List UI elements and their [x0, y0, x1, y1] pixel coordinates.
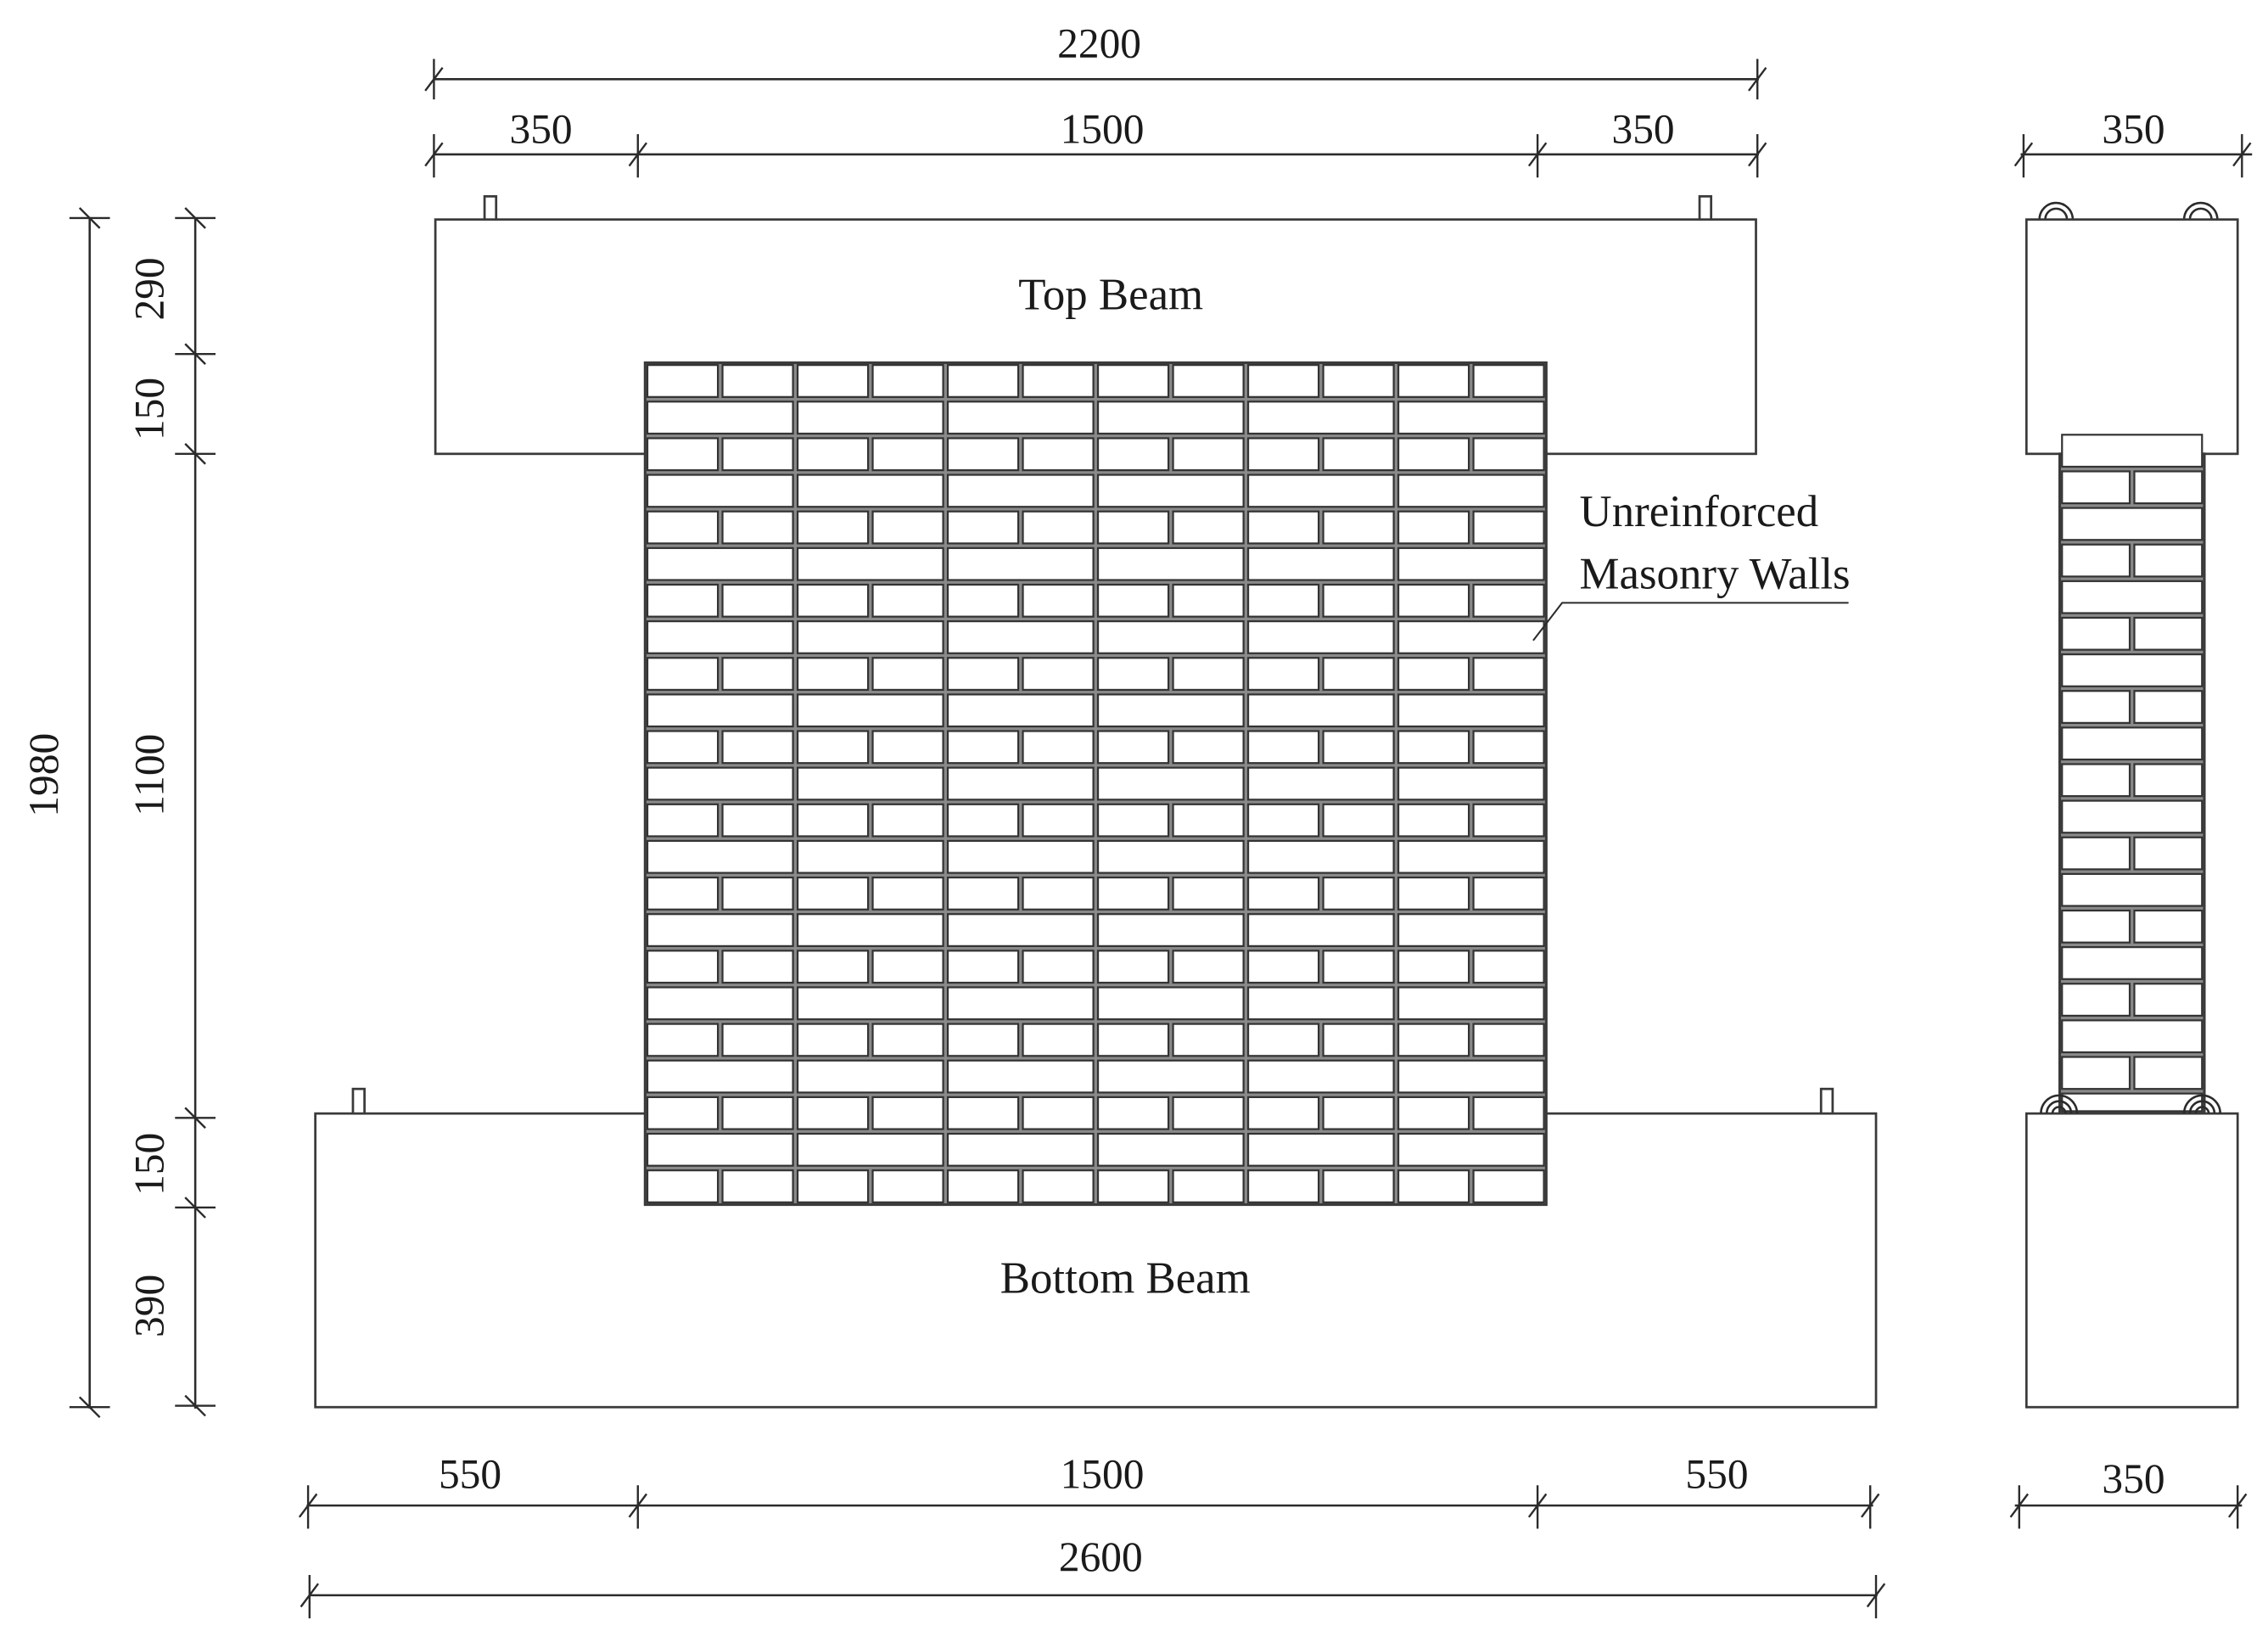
- brick: [1098, 621, 1244, 653]
- brick: [948, 585, 1018, 617]
- brick: [723, 512, 793, 544]
- brick: [1398, 585, 1469, 617]
- brick: [1098, 768, 1244, 800]
- brick: [1023, 731, 1094, 764]
- brick: [1248, 1097, 1319, 1129]
- brick: [2062, 618, 2130, 650]
- brick: [1023, 1024, 1094, 1057]
- side-view: [2011, 105, 2253, 1528]
- brick: [647, 621, 793, 653]
- brick: [1324, 804, 1394, 837]
- brick: [1098, 841, 1244, 873]
- brick: [1398, 1134, 1544, 1166]
- brick: [2062, 434, 2202, 467]
- brick: [798, 512, 868, 544]
- brick: [1023, 438, 1094, 470]
- brick: [1248, 841, 1394, 873]
- brick: [2062, 764, 2130, 796]
- brick: [1098, 365, 1168, 397]
- dim-290-label: 290: [126, 257, 173, 321]
- brick: [2134, 618, 2202, 650]
- brick: [647, 1170, 718, 1202]
- brick: [2062, 727, 2202, 759]
- brick: [2062, 691, 2130, 723]
- brick: [1098, 1134, 1244, 1166]
- lifting-hooks-top: [2040, 203, 2218, 220]
- brick: [647, 1097, 718, 1129]
- brick: [798, 1097, 868, 1129]
- brick: [798, 621, 944, 653]
- brick: [1098, 548, 1244, 580]
- brick: [2134, 764, 2202, 796]
- anchor-lug-right: [1821, 1089, 1833, 1113]
- brick: [2062, 654, 2202, 687]
- brick: [1474, 512, 1544, 544]
- brick: [1398, 1097, 1469, 1129]
- brick: [1248, 694, 1394, 726]
- brick: [1173, 1170, 1244, 1202]
- brick: [873, 804, 944, 837]
- brick: [723, 804, 793, 837]
- brick: [1398, 694, 1544, 726]
- brick: [948, 694, 1094, 726]
- dim-top-right-label: 350: [1611, 105, 1675, 153]
- brick: [798, 365, 868, 397]
- top-beam-label: Top Beam: [1018, 270, 1204, 320]
- brick: [1398, 804, 1469, 837]
- brick: [1023, 658, 1094, 690]
- brick: [2134, 1057, 2202, 1090]
- brick: [873, 877, 944, 910]
- brick: [2062, 471, 2130, 503]
- dim-bottom-right-label: 550: [1685, 1450, 1749, 1498]
- brick: [647, 987, 793, 1019]
- bottom-beam-label: Bottom Beam: [1000, 1253, 1251, 1303]
- brick: [798, 585, 868, 617]
- brick: [1248, 987, 1394, 1019]
- brick: [1324, 658, 1394, 690]
- brick: [647, 658, 718, 690]
- brick: [1324, 1170, 1394, 1202]
- brick: [1248, 804, 1319, 837]
- brick: [1098, 694, 1244, 726]
- brick: [723, 585, 793, 617]
- brick: [723, 658, 793, 690]
- brick: [948, 768, 1094, 800]
- brick: [1098, 585, 1168, 617]
- brick: [647, 1024, 718, 1057]
- brick: [798, 768, 944, 800]
- brick: [798, 1024, 868, 1057]
- brick: [647, 365, 718, 397]
- brick: [1398, 1061, 1544, 1093]
- brick: [948, 512, 1018, 544]
- brick: [1248, 1024, 1319, 1057]
- brick: [1474, 365, 1544, 397]
- brick: [1023, 950, 1094, 983]
- brick: [2134, 838, 2202, 870]
- brick: [1474, 658, 1544, 690]
- brick: [1398, 877, 1469, 910]
- brick: [1173, 658, 1244, 690]
- brick: [1173, 365, 1244, 397]
- brick: [948, 1097, 1018, 1129]
- brick: [647, 877, 718, 910]
- brick: [1474, 1170, 1544, 1202]
- brick: [2062, 508, 2202, 541]
- dim-1980-label: 1980: [20, 732, 68, 817]
- brick: [1098, 950, 1168, 983]
- brick: [948, 877, 1018, 910]
- brick: [798, 548, 944, 580]
- brick: [647, 694, 793, 726]
- dim-2200-label: 2200: [1057, 20, 1142, 67]
- brick: [798, 987, 944, 1019]
- brick: [1173, 1024, 1244, 1057]
- brick: [1098, 475, 1244, 507]
- brick: [2062, 947, 2202, 979]
- brick: [1023, 585, 1094, 617]
- brick: [647, 1061, 793, 1093]
- brick: [948, 1170, 1018, 1202]
- brick: [948, 731, 1018, 764]
- brick: [1398, 548, 1544, 580]
- brick: [798, 658, 868, 690]
- brick: [2062, 984, 2130, 1016]
- brick: [873, 950, 944, 983]
- brick: [1324, 950, 1394, 983]
- brick: [647, 841, 793, 873]
- brick: [1098, 1097, 1168, 1129]
- brick: [873, 438, 944, 470]
- brick: [1398, 1024, 1469, 1057]
- brick: [2062, 581, 2202, 614]
- brick: [798, 731, 868, 764]
- bottom-segment-dimensions: [300, 1451, 1879, 1529]
- brick: [2062, 801, 2202, 833]
- brick: [1398, 475, 1544, 507]
- brick: [2062, 1094, 2202, 1112]
- dim-150-top-label: 150: [126, 377, 173, 441]
- brick: [1248, 950, 1319, 983]
- brick: [1398, 950, 1469, 983]
- brick: [2062, 874, 2202, 906]
- brick: [647, 548, 793, 580]
- brick: [948, 548, 1094, 580]
- brick: [798, 438, 868, 470]
- brick: [647, 475, 793, 507]
- brick: [948, 1134, 1094, 1166]
- brick: [2134, 984, 2202, 1016]
- brick: [798, 1134, 944, 1166]
- brick: [647, 731, 718, 764]
- brick: [1248, 877, 1319, 910]
- brick: [723, 1170, 793, 1202]
- brick: [1398, 621, 1544, 653]
- brick: [723, 950, 793, 983]
- brick: [1248, 658, 1319, 690]
- brick: [1398, 1170, 1469, 1202]
- brick: [1474, 585, 1544, 617]
- brick: [948, 438, 1018, 470]
- brick: [948, 950, 1018, 983]
- brick: [1098, 987, 1244, 1019]
- brick: [723, 365, 793, 397]
- dim-side-bottom-label: 350: [2102, 1454, 2165, 1502]
- brick: [1173, 950, 1244, 983]
- brick: [798, 841, 944, 873]
- brick: [647, 438, 718, 470]
- dim-bottom-middle-label: 1500: [1060, 1450, 1145, 1498]
- brick: [1098, 512, 1168, 544]
- brick: [1398, 658, 1469, 690]
- brick: [2062, 911, 2130, 943]
- brick: [948, 804, 1018, 837]
- brick: [1248, 1134, 1394, 1166]
- dim-top-left-label: 350: [509, 105, 573, 153]
- brick: [723, 731, 793, 764]
- brick: [798, 694, 944, 726]
- brick: [1098, 914, 1244, 946]
- brick: [1023, 365, 1094, 397]
- brick: [647, 512, 718, 544]
- brick: [1173, 512, 1244, 544]
- brick: [2062, 1057, 2130, 1090]
- brick: [1023, 877, 1094, 910]
- brick: [798, 804, 868, 837]
- brick: [1098, 877, 1168, 910]
- brick: [1324, 1024, 1394, 1057]
- dim-side-top-label: 350: [2102, 105, 2165, 153]
- brick: [1023, 1097, 1094, 1129]
- brick: [948, 621, 1094, 653]
- brick: [1023, 512, 1094, 544]
- brick: [873, 1170, 944, 1202]
- lifting-lug-left: [484, 196, 496, 219]
- brick: [948, 1024, 1018, 1057]
- brick: [1324, 365, 1394, 397]
- wall-label-line1: Unreinforced: [1579, 487, 1819, 537]
- brick: [647, 804, 718, 837]
- brick: [1098, 658, 1168, 690]
- brick: [1398, 914, 1544, 946]
- brick: [647, 1134, 793, 1166]
- brick: [1324, 438, 1394, 470]
- brick: [1248, 731, 1319, 764]
- brick: [1248, 1061, 1394, 1093]
- brick: [647, 950, 718, 983]
- brick: [873, 585, 944, 617]
- brick: [873, 658, 944, 690]
- brick: [1098, 1170, 1168, 1202]
- brick: [1098, 438, 1168, 470]
- brick: [2062, 1020, 2202, 1052]
- brick: [1173, 877, 1244, 910]
- brick: [723, 1097, 793, 1129]
- brick: [1098, 1024, 1168, 1057]
- lifting-lug-right: [1700, 196, 1711, 219]
- brick: [1173, 585, 1244, 617]
- brick: [1474, 877, 1544, 910]
- anchor-lug-left: [353, 1089, 365, 1113]
- brick: [798, 914, 944, 946]
- brick: [1324, 585, 1394, 617]
- brick: [798, 1170, 868, 1202]
- dim-bottom-left-label: 550: [438, 1450, 502, 1498]
- brick: [798, 950, 868, 983]
- brick: [1248, 585, 1319, 617]
- dim-2600-label: 2600: [1058, 1533, 1143, 1580]
- brick: [1023, 1170, 1094, 1202]
- brick: [723, 1024, 793, 1057]
- brick: [1474, 804, 1544, 837]
- left-segment-dimensions: [126, 208, 216, 1415]
- top-segment-dimensions: [425, 105, 1766, 177]
- brick: [2134, 691, 2202, 723]
- brick: [873, 731, 944, 764]
- brick: [873, 1097, 944, 1129]
- brick: [1173, 731, 1244, 764]
- brick: [1173, 1097, 1244, 1129]
- brick: [873, 512, 944, 544]
- brick: [2134, 911, 2202, 943]
- brick: [1398, 841, 1544, 873]
- bottom-overall-dimension: [301, 1533, 1885, 1618]
- side-bottom-beam: [2026, 1113, 2237, 1407]
- brick: [1248, 401, 1394, 434]
- brick: [1474, 1097, 1544, 1129]
- brick: [948, 401, 1094, 434]
- brick: [948, 841, 1094, 873]
- brick: [2062, 838, 2130, 870]
- brick: [948, 914, 1094, 946]
- brick: [1324, 1097, 1394, 1129]
- brick: [647, 768, 793, 800]
- brick: [647, 585, 718, 617]
- brick: [1248, 512, 1319, 544]
- brick: [1248, 548, 1394, 580]
- brick: [798, 475, 944, 507]
- brick: [1023, 804, 1094, 837]
- brick: [948, 1061, 1094, 1093]
- brick: [1248, 438, 1319, 470]
- brick: [1474, 1024, 1544, 1057]
- brick: [1173, 804, 1244, 837]
- brick: [1248, 621, 1394, 653]
- brick: [1398, 731, 1469, 764]
- brick: [798, 877, 868, 910]
- brick: [1173, 438, 1244, 470]
- brick: [948, 987, 1094, 1019]
- brick: [1248, 768, 1394, 800]
- brick: [1098, 401, 1244, 434]
- side-bottom-dimension: [2011, 1455, 2247, 1529]
- left-total-dimension: [20, 208, 109, 1417]
- brick: [1474, 731, 1544, 764]
- brick: [798, 1061, 944, 1093]
- wall-label-line2: Masonry Walls: [1579, 549, 1851, 599]
- brick: [1248, 1170, 1319, 1202]
- side-top-beam: [2026, 220, 2237, 454]
- brick: [1398, 987, 1544, 1019]
- dim-1100-label: 1100: [126, 733, 173, 816]
- brick: [1398, 768, 1544, 800]
- brick: [1248, 914, 1394, 946]
- brick: [1324, 731, 1394, 764]
- top-overall-dimension: [425, 20, 1766, 99]
- brick: [1474, 438, 1544, 470]
- brick: [948, 365, 1018, 397]
- brick: [948, 475, 1094, 507]
- brick: [1324, 877, 1394, 910]
- brick: [647, 914, 793, 946]
- side-top-dimension: [2015, 105, 2253, 177]
- masonry-wall: [645, 362, 1546, 1204]
- brick: [723, 438, 793, 470]
- dim-150-bottom-label: 150: [126, 1132, 173, 1196]
- brick: [1248, 365, 1319, 397]
- brick: [1098, 731, 1168, 764]
- dim-390-label: 390: [126, 1274, 173, 1337]
- dim-top-middle-label: 1500: [1060, 105, 1145, 153]
- brick: [1398, 401, 1544, 434]
- brick: [798, 401, 944, 434]
- brick: [1474, 950, 1544, 983]
- brick: [1324, 512, 1394, 544]
- brick: [873, 1024, 944, 1057]
- brick: [2134, 471, 2202, 503]
- brick: [1398, 438, 1469, 470]
- brick: [647, 401, 793, 434]
- brick: [2134, 545, 2202, 577]
- brick: [1398, 512, 1469, 544]
- brick: [723, 877, 793, 910]
- brick: [1248, 475, 1394, 507]
- brick: [1098, 1061, 1244, 1093]
- side-masonry-column: [2060, 434, 2204, 1113]
- brick: [1398, 365, 1469, 397]
- brick: [873, 365, 944, 397]
- wall-callout: [1533, 487, 1851, 641]
- brick: [1098, 804, 1168, 837]
- brick: [948, 658, 1018, 690]
- brick: [2062, 545, 2130, 577]
